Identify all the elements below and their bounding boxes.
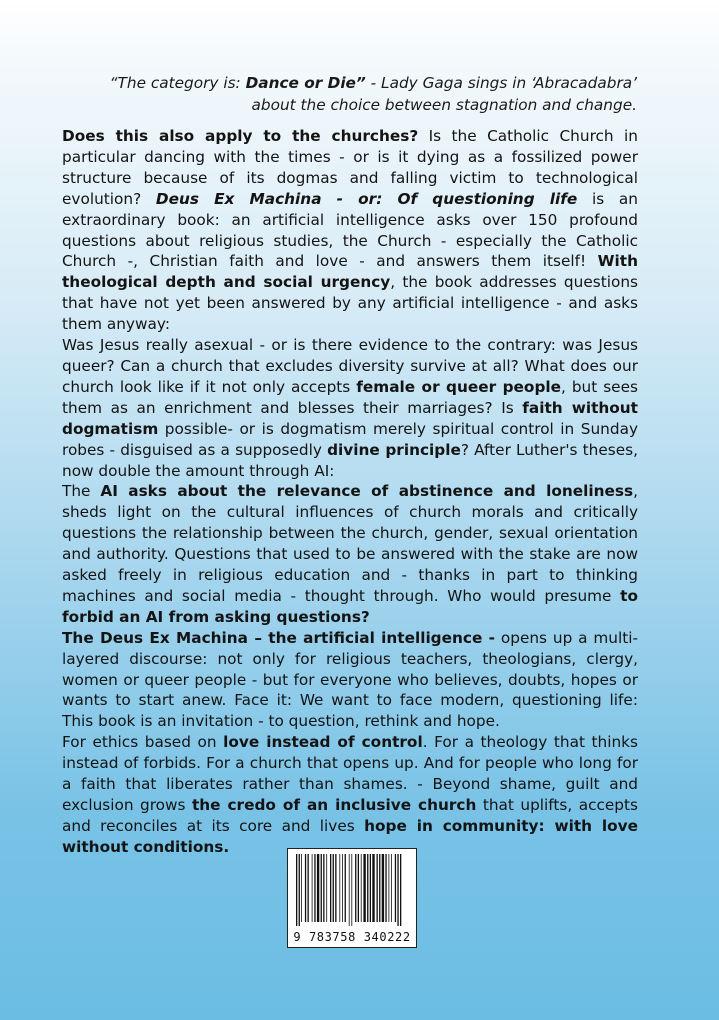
- barcode-bar: [358, 854, 359, 922]
- barcode-bar: [372, 854, 374, 922]
- paragraph-3: The AI asks about the relevance of abstinence and loneliness, sheds light on the cultural influences of church morals and critically questions the relationship between the church, gender, sexual orientation and authority. Questions that used to be answered with the stake are now asked freely in religious education and - thanks in part to thinking machines and social media - thought through. Who would presume to forbid an AI from asking questions?: [62, 482, 638, 626]
- barcode-bar: [296, 854, 297, 926]
- barcode-bar: [400, 854, 401, 926]
- barcode-bar: [397, 854, 398, 926]
- barcode-bar: [333, 854, 334, 922]
- barcode-bar: [335, 854, 336, 922]
- paragraph-5: For ethics based on love instead of control. For a theology that thinks instead of forbids. For a church that opens up. And for people who long for a faith that liberates rather than shames. - Beyond shame, guilt and exclusion grows the credo of an inclusive church that uplifts, accepts and reconciles at its core and lives hope in community: with love without conditions.: [62, 733, 639, 856]
- paragraph-2: Was Jesus really asexual - or is there evidence to the contrary: was Jesus queer? Can a church that excludes diversity survive at all? What does our church look like if it not only accepts female or queer people, but sees them as an enrichment and blesses their marriages? Is faith without dogmatism possible- or is dogmatism merely spiritual control in Sunday robes - disguised as a supposedly divine principle? After Luther's theses, now double the amount through AI:: [62, 336, 638, 480]
- quote-line-2: about the choice between stagnation and change.: [251, 96, 637, 114]
- isbn-barcode: [287, 848, 417, 948]
- blurb-text: [62, 126, 638, 858]
- barcode-bar: [339, 854, 340, 922]
- barcode-bar: [301, 854, 302, 922]
- barcode-bar: [377, 854, 378, 922]
- barcode-bar: [321, 854, 322, 922]
- barcode-bar: [391, 854, 392, 922]
- barcode-bar: [299, 854, 300, 926]
- barcode-bar: [385, 854, 386, 922]
- barcode-bar: [395, 854, 396, 922]
- barcode-bar: [312, 854, 313, 922]
- barcode-bars: [294, 854, 410, 926]
- barcode-bar: [370, 854, 371, 922]
- barcode-bar: [342, 854, 343, 922]
- barcode-bar: [382, 854, 384, 922]
- barcode-bar: [355, 854, 356, 922]
- barcode-bar: [389, 854, 390, 922]
- barcode-bar: [367, 854, 368, 922]
- barcode-bar: [379, 854, 380, 922]
- paragraph-1: Does this also apply to the churches? Is the Catholic Church in particular dancing with the times - or is it dying as a fossilized power structure because of its dogmas and falling victim to technological evolution? Deus Ex Machina - or: Of questioning life is an extraordinary book: an artificial intelligence asks over 150 profound questions about religious studies, the Church - especially the Catholic Church -, Christian faith and love - and answers them itself! With theological depth and social urgency, the book addresses questions that have not yet been answered by any artificial intelligence - and asks them anyway:: [62, 127, 638, 334]
- barcode-bar: [308, 854, 309, 922]
- quote-line-1: “The category is: Dance or Die” - Lady Gaga sings in ‘Abracadabra’: [109, 74, 637, 92]
- barcode-bar: [361, 854, 362, 922]
- barcode-bar: [317, 854, 319, 922]
- barcode-bar: [323, 854, 324, 922]
- barcode-bar: [330, 854, 331, 922]
- isbn-number: 9 783758 340222: [293, 930, 411, 944]
- barcode-bar: [326, 854, 327, 922]
- barcode-bar: [345, 854, 346, 922]
- barcode-bar: [314, 854, 315, 922]
- barcode-bar: [351, 854, 352, 926]
- barcode-bar: [363, 854, 365, 922]
- epigraph-quote: [77, 72, 637, 116]
- barcode-bar: [305, 854, 306, 922]
- paragraph-4: The Deus Ex Machina – the artificial intelligence - opens up a multi-layered discourse: not only for religious teachers, theologians, clergy, women or queer people - but for everyone who believes, doubts, hopes or wants to start anew. Face it: We want to face modern, questioning life: This book is an invitation - to question, rethink and hope.: [62, 628, 638, 731]
- barcode-bar: [349, 854, 350, 926]
